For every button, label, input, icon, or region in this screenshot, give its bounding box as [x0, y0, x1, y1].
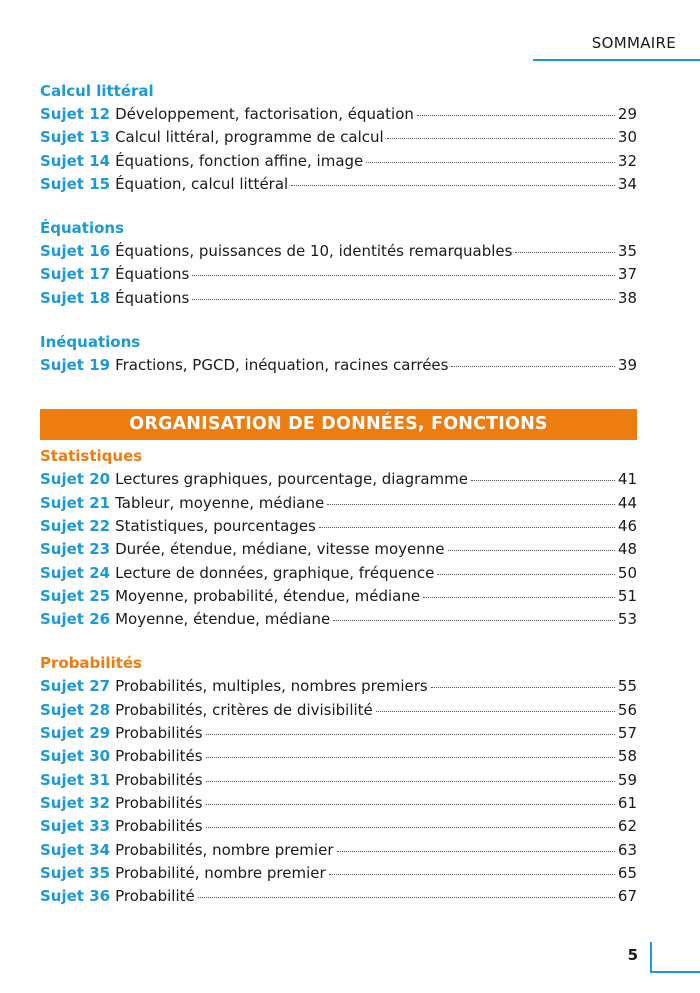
toc-entry-number: Sujet 34: [40, 840, 111, 859]
toc-entry-page: 38: [617, 288, 637, 307]
toc-entry-number: Sujet 21: [40, 493, 111, 512]
section-title: Calcul littéral: [40, 82, 154, 100]
dot-leader: [206, 757, 615, 758]
toc-entry-number: Sujet 19: [40, 356, 111, 375]
toc-entry[interactable]: [40, 562, 637, 585]
toc-entry-title: Équations, fonction affine, image: [115, 151, 364, 170]
toc-entry[interactable]: [40, 745, 637, 768]
toc-entry-page: 32: [617, 151, 637, 170]
section-title: Probabilités: [40, 654, 142, 673]
toc-entry-number: Sujet 27: [40, 677, 111, 696]
toc-entry[interactable]: [40, 862, 637, 885]
toc-entry-page: 59: [617, 770, 637, 789]
toc-entry[interactable]: [40, 585, 637, 608]
toc-part-2: [40, 444, 637, 908]
toc-entry-page: 67: [617, 887, 637, 906]
dot-leader: [337, 851, 615, 852]
toc-entry-number: Sujet 16: [40, 242, 111, 261]
toc-entry-number: Sujet 17: [40, 265, 111, 284]
dot-leader: [471, 480, 615, 481]
toc-entry-page: 62: [617, 817, 637, 836]
toc-entry-title: Durée, étendue, médiane, vitesse moyenne: [115, 540, 445, 559]
page-header-title: SOMMAIRE: [591, 34, 676, 52]
dot-leader: [376, 711, 615, 712]
dot-leader: [327, 504, 615, 505]
toc-entry-number: Sujet 30: [40, 747, 111, 766]
toc-entry-title: Moyenne, étendue, médiane: [115, 610, 331, 629]
toc-entry-title: Statistiques, pourcentages: [115, 516, 316, 535]
dot-leader: [291, 185, 615, 186]
header-rule: [533, 59, 700, 61]
toc-entry-page: 29: [617, 105, 637, 123]
toc-entry-title: Équation, calcul littéral: [115, 174, 289, 193]
toc-entry[interactable]: [40, 150, 637, 173]
toc-entry-number: Sujet 35: [40, 863, 111, 882]
section-banner: ORGANISATION DE DONNÉES, FONCTIONS: [40, 409, 637, 440]
dot-leader: [329, 874, 615, 875]
toc-entry-title: Équations: [115, 288, 190, 307]
dot-leader: [451, 366, 614, 367]
toc-entry[interactable]: [40, 240, 637, 263]
toc-entry-title: Probabilités, critères de divisibilité: [115, 700, 373, 719]
footer-rule-horizontal: [650, 971, 700, 973]
dot-leader: [206, 734, 615, 735]
toc-entry-page: 63: [617, 840, 637, 859]
toc-entry-title: Équations, puissances de 10, identités remarquables: [115, 242, 513, 261]
toc-entry[interactable]: [40, 839, 637, 862]
section-title: Statistiques: [40, 447, 143, 466]
toc-entry-title: Développement, factorisation, équation: [115, 105, 414, 123]
toc-entry-number: Sujet 36: [40, 887, 111, 906]
toc-entry-number: Sujet 23: [40, 540, 111, 559]
toc-entry-title: Probabilités: [115, 817, 203, 836]
toc-entry-page: 37: [617, 265, 637, 284]
toc-entry-title: Probabilités: [115, 724, 203, 743]
toc-entry-title: Lecture de données, graphique, fréquence: [115, 563, 435, 582]
toc-entry-page: 55: [617, 677, 637, 696]
dot-leader: [437, 574, 615, 575]
toc-entry-number: Sujet 12: [40, 105, 111, 123]
dot-leader: [417, 115, 615, 116]
toc-entry-title: Moyenne, probabilité, étendue, médiane: [115, 586, 421, 605]
toc-entry[interactable]: [40, 675, 637, 698]
dot-leader: [333, 620, 615, 621]
toc-entry-title: Fractions, PGCD, inéquation, racines carrées: [115, 356, 449, 375]
dot-leader: [387, 138, 615, 139]
dot-leader: [515, 252, 614, 253]
toc-entry[interactable]: [40, 173, 637, 196]
toc-entry-page: 44: [617, 493, 637, 512]
toc-entry-number: Sujet 28: [40, 700, 111, 719]
toc-entry-number: Sujet 18: [40, 288, 111, 307]
toc-entry-page: 53: [617, 610, 637, 629]
dot-leader: [192, 299, 615, 300]
toc-entry-number: Sujet 22: [40, 516, 111, 535]
toc-entry[interactable]: [40, 699, 637, 722]
toc-entry[interactable]: [40, 815, 637, 838]
toc-entry-number: Sujet 31: [40, 770, 111, 789]
toc-entry-page: 34: [617, 174, 637, 193]
toc-entry-page: 51: [617, 586, 637, 605]
footer-rule-vertical: [650, 942, 652, 972]
toc-entry-page: 35: [617, 242, 637, 261]
toc-entry[interactable]: [40, 263, 637, 286]
dot-leader: [198, 897, 615, 898]
toc-entry[interactable]: [40, 792, 637, 815]
section-title: Inéquations: [40, 333, 141, 352]
toc-entry-number: Sujet 25: [40, 586, 111, 605]
toc-entry-number: Sujet 32: [40, 793, 111, 812]
toc-entry-page: 58: [617, 747, 637, 766]
toc-entry[interactable]: [40, 722, 637, 745]
dot-leader: [206, 827, 615, 828]
toc-entry[interactable]: [40, 492, 637, 515]
toc-entry-page: 41: [617, 470, 637, 489]
toc-entry-page: 30: [617, 128, 637, 147]
toc-entry[interactable]: [40, 538, 637, 561]
toc-entry[interactable]: [40, 103, 637, 126]
toc-entry[interactable]: [40, 515, 637, 538]
toc-entry-page: 56: [617, 700, 637, 719]
dot-leader: [366, 162, 615, 163]
toc-entry-page: 57: [617, 724, 637, 743]
toc-entry[interactable]: [40, 885, 637, 908]
toc-entry-title: Probabilités, multiples, nombres premiers: [115, 677, 428, 696]
toc-entry-page: 50: [617, 563, 637, 582]
dot-leader: [423, 597, 615, 598]
toc-entry-number: Sujet 29: [40, 724, 111, 743]
dot-leader: [192, 275, 615, 276]
toc-entry-title: Probabilité: [115, 887, 195, 906]
dot-leader: [319, 527, 615, 528]
toc-entry-number: Sujet 15: [40, 174, 111, 193]
toc-entry[interactable]: [40, 468, 637, 491]
toc-entry[interactable]: [40, 608, 637, 631]
toc-entry-title: Calcul littéral, programme de calcul: [115, 128, 384, 147]
toc-entry-number: Sujet 24: [40, 563, 111, 582]
section-title: Équations: [40, 219, 125, 238]
toc-entry-page: 61: [617, 793, 637, 812]
toc-entry-title: Tableur, moyenne, médiane: [115, 493, 325, 512]
toc-entry-page: 46: [617, 516, 637, 535]
dot-leader: [206, 804, 615, 805]
toc-entry-page: 65: [617, 863, 637, 882]
toc-entry-number: Sujet 26: [40, 610, 111, 629]
toc-part-1: [40, 79, 637, 377]
toc-entry-title: Probabilités: [115, 747, 203, 766]
toc-entry[interactable]: [40, 126, 637, 149]
page-number: 5: [627, 946, 638, 964]
toc-entry-title: Lectures graphiques, pourcentage, diagramme: [115, 470, 468, 489]
toc-entry[interactable]: [40, 769, 637, 792]
toc-entry-page: 39: [617, 356, 637, 375]
toc-entry-number: Sujet 33: [40, 817, 111, 836]
dot-leader: [431, 687, 615, 688]
table-of-contents: [40, 79, 637, 908]
toc-entry-number: Sujet 14: [40, 151, 111, 170]
toc-entry[interactable]: [40, 354, 637, 377]
toc-entry-number: Sujet 20: [40, 470, 111, 489]
toc-entry[interactable]: [40, 287, 637, 310]
dot-leader: [206, 781, 615, 782]
toc-entry-title: Équations: [115, 265, 190, 284]
dot-leader: [448, 550, 615, 551]
toc-entry-title: Probabilité, nombre premier: [115, 863, 326, 882]
toc-entry-number: Sujet 13: [40, 128, 111, 147]
toc-entry-title: Probabilités: [115, 770, 203, 789]
toc-entry-title: Probabilités: [115, 793, 203, 812]
toc-entry-page: 48: [617, 540, 637, 559]
toc-entry-title: Probabilités, nombre premier: [115, 840, 334, 859]
